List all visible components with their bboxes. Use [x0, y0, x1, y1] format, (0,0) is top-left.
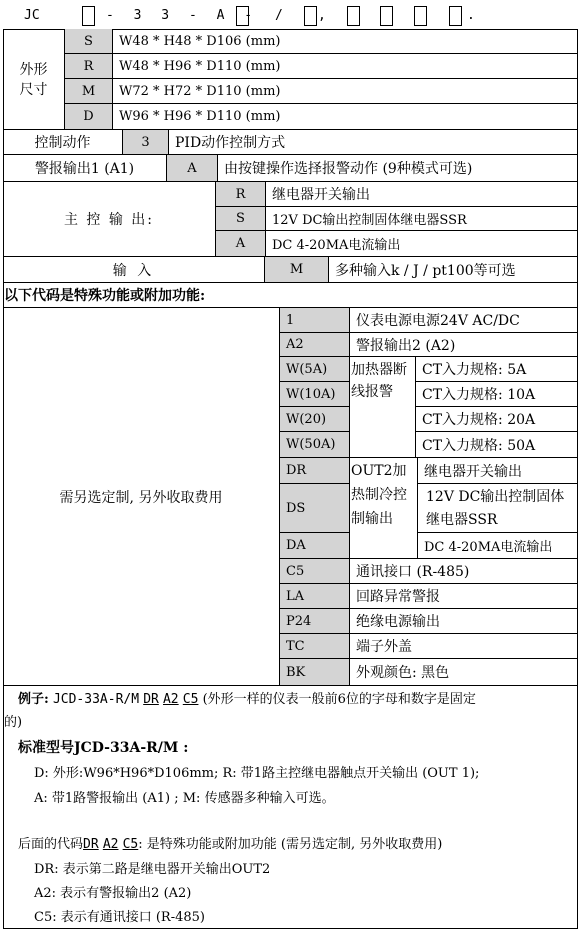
size-label-line2: 尺寸 [19, 82, 48, 98]
code-box [380, 6, 393, 26]
alarm-desc: 由按键操作选择报警动作 (9种模式可选) [224, 161, 473, 177]
size-code-cell: S [65, 29, 113, 54]
option-desc-cell: CT入力规格: 20A [416, 407, 578, 432]
code-box [414, 6, 427, 26]
dr-explanation: DR: 表示第二路是继电器开关输出OUT2 [34, 862, 271, 877]
option-code-cell: P24 [280, 609, 350, 634]
option-code-cell: 1 [280, 308, 350, 333]
input-code: M [265, 257, 329, 282]
size-desc-cell: W96 * H96 * D110 (mm) [119, 109, 281, 124]
input-label: 输 入 [3, 257, 265, 282]
main-output-label: 主 控 输 出: [3, 182, 216, 256]
size-code-cell: D [65, 104, 113, 129]
control-label: 控制动作 [3, 130, 123, 154]
option-desc-cell: 12V DC输出控制固体继电器SSR [418, 484, 578, 533]
size-label [3, 29, 65, 129]
example-note-cont: 的) [4, 715, 23, 730]
standard-model-title: 标准型号JCD-33A-R/M : [18, 740, 189, 756]
option-code-cell: W(10A) [280, 382, 350, 407]
output-desc-cell: DC 4-20MA电流输出 [272, 238, 401, 253]
output-code-cell: R [216, 182, 266, 207]
option-desc-cell: 警报输出2 (A2) [350, 333, 578, 357]
option-desc-cell: 外观颜色: 黑色 [356, 665, 450, 681]
option-desc-cell: 回路异常警报 [350, 584, 578, 609]
code-box [304, 6, 317, 26]
control-code: 3 [123, 130, 169, 154]
code-box [82, 6, 95, 26]
standard-line-1: D: 外形:W96*H96*D106mm; R: 带1路主控继电器触点开关输出 (OUT 1); [34, 766, 480, 781]
output-desc-cell: 继电器开关输出 [266, 182, 578, 207]
example-line [18, 688, 476, 707]
option-desc-cell: CT入力规格: 10A [416, 382, 578, 407]
option-desc-cell: 绝缘电源输出 [350, 609, 578, 634]
code-slash: / [275, 8, 283, 23]
a2-explanation: A2: 表示有警报输出2 (A2) [34, 886, 192, 901]
option-code-cell: BK [280, 659, 350, 685]
standard-line-2: A: 带1路警报输出 (A1) ; M: 传感器多种输入可选。 [34, 791, 335, 806]
option-code-cell: LA [280, 584, 350, 609]
option-code-cell: C5 [280, 559, 350, 584]
code-segment: - 3 3 - A - [106, 8, 259, 23]
input-desc: 多种输入k / J / pt100等可选 [335, 262, 516, 279]
output-desc-cell: 12V DC输出控制固体继电器SSR [266, 207, 578, 231]
heater-group-label: 加热器断线报警 [350, 357, 416, 458]
option-desc-cell: 通讯接口 (R-485) [350, 559, 578, 584]
c5-explanation: C5: 表示有通讯接口 (R-485) [34, 910, 205, 925]
size-code-cell: M [65, 79, 113, 104]
option-code-cell: TC [280, 634, 350, 659]
size-desc-cell: W72 * H72 * D110 (mm) [113, 79, 578, 104]
option-code-cell: W(20) [280, 407, 350, 432]
option-code-cell: W(50A) [280, 432, 350, 458]
option-code-cell: DR [280, 458, 350, 484]
example-model: JCD-33A-R/M [52, 692, 140, 707]
example-note: (外形一样的仪表一般前6位的字母和数字是固定 [202, 692, 476, 707]
custom-order-label: 需另选定制, 另外收取费用 [3, 308, 280, 685]
option-desc-cell: 仪表电源电源24V AC/DC [350, 308, 578, 333]
option-code-cell: DS [280, 484, 350, 533]
option-desc-cell: DC 4-20MA电流输出 [418, 533, 578, 559]
example-opt-dr: DR [143, 692, 159, 707]
codes-opt-c5: C5 [122, 837, 139, 852]
codes-opt-a2: A2 [102, 837, 119, 852]
code-prefix: JC [24, 8, 40, 23]
size-label-line1: 外形 [19, 62, 48, 78]
codes-line [18, 833, 442, 852]
option-desc-cell: 继电器开关输出 [418, 458, 578, 484]
option-desc-cell: CT入力规格: 5A [416, 357, 578, 382]
codes-opt-dr: DR [83, 837, 99, 852]
code-box [347, 6, 360, 26]
option-desc-cell: 端子外盖 [350, 634, 578, 659]
special-heading: 以下代码是特殊功能或附加功能: [4, 288, 206, 304]
option-code-cell: DA [280, 533, 350, 559]
option-desc-cell: CT入力规格: 50A [416, 432, 578, 458]
codes-prefix: 后面的代码 [18, 837, 84, 852]
code-box [236, 6, 249, 26]
out2-group-label: OUT2加热制冷控制输出 [350, 458, 418, 559]
output-code-cell: A [216, 231, 266, 256]
control-desc: PID动作控制方式 [175, 135, 286, 151]
codes-suffix: : 是特殊功能或附加功能 (需另选定制, 另外收取费用) [138, 837, 443, 852]
example-opt-a2: A2 [162, 692, 179, 707]
example-opt-c5: C5 [182, 692, 199, 707]
code-dot: . [467, 8, 475, 23]
output-code-cell: S [216, 207, 266, 231]
option-code-cell: W(5A) [280, 357, 350, 382]
alarm-label: 警报输出1 (A1) [3, 155, 167, 181]
example-label: 例子: [18, 692, 49, 707]
code-comma: , [318, 8, 326, 23]
code-box [449, 6, 462, 26]
divider [3, 685, 578, 686]
size-desc-cell: W48 * H96 * D110 (mm) [113, 54, 578, 79]
option-code-cell: A2 [280, 333, 350, 357]
size-desc-cell: W48 * H48 * D106 (mm) [113, 29, 578, 54]
alarm-code: A [167, 155, 218, 181]
size-code-cell: R [65, 54, 113, 79]
